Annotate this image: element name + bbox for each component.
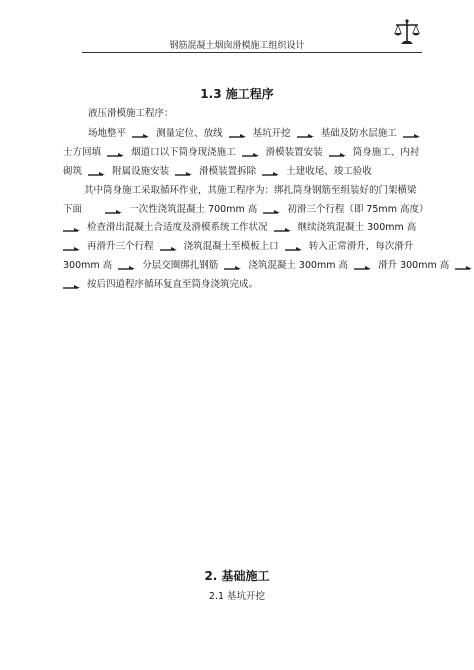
right-arrow-icon bbox=[107, 150, 125, 158]
right-arrow-icon bbox=[118, 263, 136, 271]
cycle-step-repeat: 按后四道程序循环复直至筒身浇筑完成。 bbox=[87, 279, 259, 290]
right-arrow-icon bbox=[229, 131, 247, 139]
right-arrow-icon bbox=[175, 169, 193, 177]
cycle-step-below: 下面 bbox=[63, 204, 83, 215]
flow-line-2 bbox=[63, 147, 419, 159]
cycle-step-cast-to-top: 浇筑混凝土至模板上口 bbox=[183, 241, 279, 252]
cycle-step-inspect: 检查滑出混凝土合适度及滑模系统工作状况 bbox=[87, 222, 268, 233]
header-title: 钢筋混凝土烟囱滑模施工组织设计 bbox=[169, 41, 305, 51]
right-arrow-icon bbox=[329, 150, 347, 158]
step-foundation-waterproof: 基础及防水层施工 bbox=[320, 128, 397, 139]
step-survey-layout: 测量定位、放线 bbox=[156, 128, 223, 139]
right-arrow-icon bbox=[262, 169, 280, 177]
cycle-step-cast-700: 一次性浇筑混凝土 700mm 高 bbox=[129, 204, 258, 215]
cycle-step-slide-three: 再滑升三个行程 bbox=[87, 241, 154, 252]
right-arrow-icon bbox=[297, 131, 315, 139]
cycle-step-300-high: 300mm 高 bbox=[63, 260, 113, 271]
cycle-line-4 bbox=[63, 260, 474, 272]
cycle-line-1 bbox=[63, 204, 428, 216]
cycle-line-5 bbox=[63, 279, 258, 291]
step-slipform-removal: 滑模装置拆除 bbox=[199, 166, 257, 177]
step-site-leveling: 场地整平 bbox=[88, 128, 127, 139]
section-heading: 1.3 施工程序 bbox=[200, 87, 274, 101]
right-arrow-icon bbox=[403, 131, 421, 139]
right-arrow-icon bbox=[63, 282, 81, 290]
right-arrow-icon bbox=[105, 207, 123, 215]
cycle-step-rebar-tie: 分层交圈绑扎钢筋 bbox=[142, 260, 219, 271]
step-cast-below-flue: 烟道口以下筒身现浇施工 bbox=[131, 147, 236, 158]
step-excavation: 基坑开挖 bbox=[252, 128, 291, 139]
cycle-line-3 bbox=[63, 241, 413, 253]
right-arrow-icon bbox=[274, 225, 292, 233]
step-masonry: 砌筑 bbox=[63, 166, 83, 177]
cycle-step-slide-300: 滑升 300mm 高 bbox=[378, 260, 450, 271]
right-arrow-icon bbox=[63, 225, 81, 233]
step-slipform-install: 滑模装置安装 bbox=[265, 147, 323, 158]
section-2-heading: 2. 基础施工 bbox=[204, 569, 270, 583]
right-arrow-icon bbox=[63, 244, 81, 252]
right-arrow-icon bbox=[354, 263, 372, 271]
cycle-step-normal-slide: 转入正常滑升，每次滑升 bbox=[308, 241, 414, 252]
subsection-heading: 2.1 基坑开挖 bbox=[208, 591, 266, 602]
right-arrow-icon bbox=[263, 207, 281, 215]
cycle-intro: 其中筒身施工采取循环作业，其施工程序为：绑扎筒身钢筋至组装好的门架横梁 bbox=[84, 185, 417, 196]
step-ancillary-install: 附属设施安装 bbox=[112, 166, 170, 177]
right-arrow-icon bbox=[88, 169, 106, 177]
cycle-step-cast-300: 继续浇筑混凝土 300mm 高 bbox=[297, 222, 417, 233]
intro-text: 液压滑模施工程序： bbox=[88, 108, 174, 119]
cycle-step-cast-300b: 浇筑混凝土 300mm 高 bbox=[248, 260, 348, 271]
scales-of-justice-icon bbox=[392, 18, 422, 46]
right-arrow-icon bbox=[455, 263, 473, 271]
right-arrow-icon bbox=[242, 150, 260, 158]
cycle-step-initial-slide: 初滑三个行程（即 75mm 高度） bbox=[287, 204, 429, 215]
right-arrow-icon bbox=[285, 244, 303, 252]
header-divider bbox=[82, 52, 422, 53]
step-shaft-lining: 筒身施工、内衬 bbox=[352, 147, 420, 158]
step-completion-acceptance: 土建收尾、竣工验收 bbox=[286, 166, 372, 177]
right-arrow-icon bbox=[224, 263, 242, 271]
right-arrow-icon bbox=[132, 131, 150, 139]
flow-line-3 bbox=[63, 166, 372, 178]
flow-line-1 bbox=[88, 128, 424, 140]
right-arrow-icon bbox=[160, 244, 178, 252]
cycle-line-2 bbox=[63, 222, 416, 234]
step-backfill: 士方回填 bbox=[63, 147, 102, 158]
